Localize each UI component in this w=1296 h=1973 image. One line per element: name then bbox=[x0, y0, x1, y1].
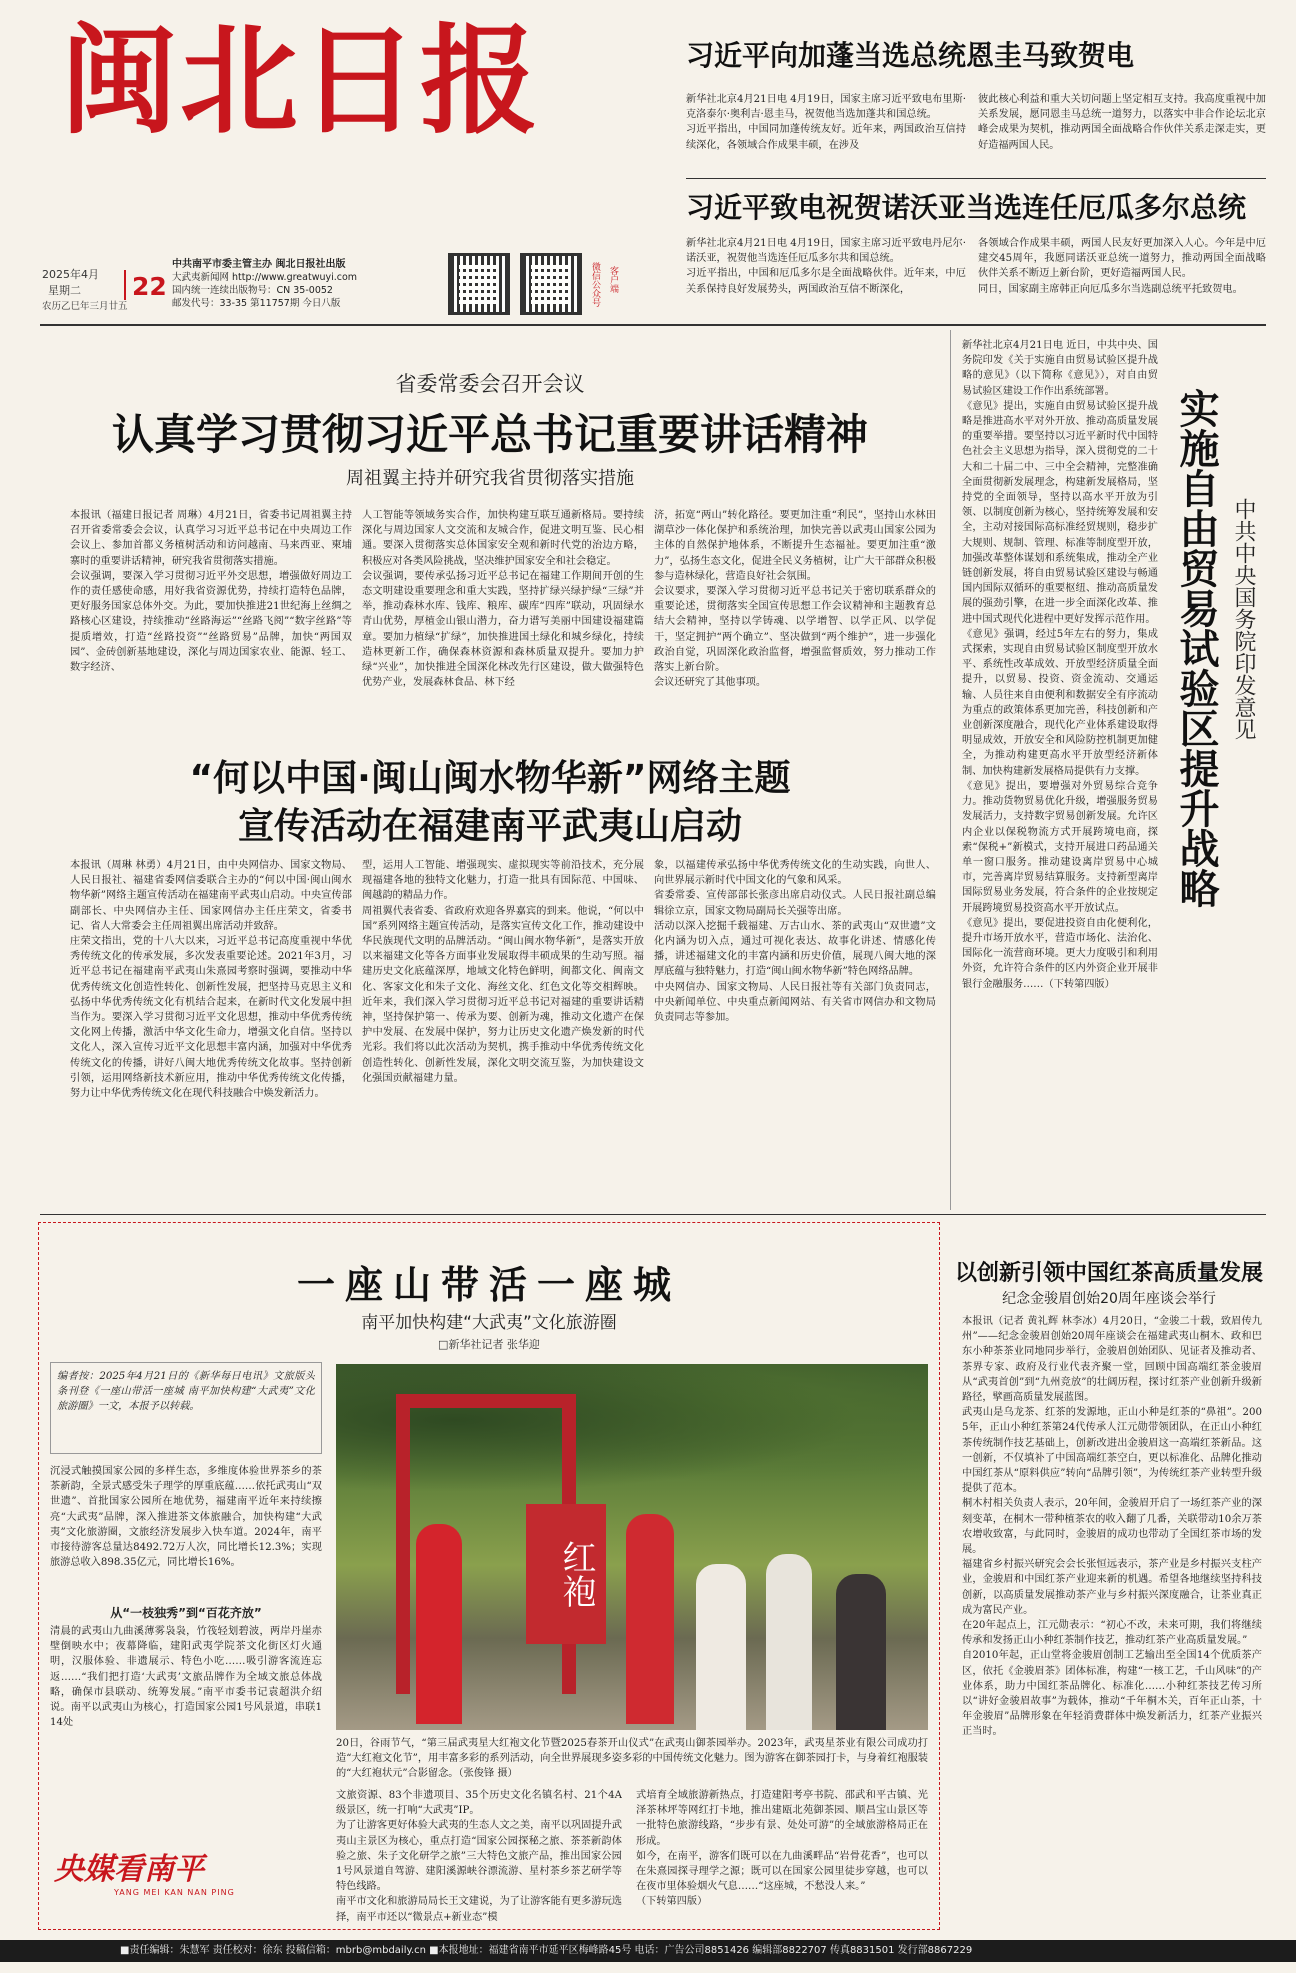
date-divider bbox=[124, 270, 126, 300]
website-line: 大武夷新闻网 http://www.greatwuyi.com bbox=[172, 272, 358, 283]
footer-bar: ■责任编辑：朱慧军 责任校对：徐东 投稿信箱：mbrb@mbdaily.cn ■本报地址：福建省南平市延平区梅峰路45号 电话：广告公司8851426 编辑部8822707 传真8831501 发行部8867229 bbox=[0, 1940, 1296, 1962]
side-title: 实施自由贸易试验区提升战略 bbox=[1173, 388, 1219, 908]
culture-story bbox=[40, 1224, 938, 1928]
side-kicker: 中共中央国务院印发意见 bbox=[1231, 498, 1256, 740]
lower-right-title: 以创新引领中国红茶高质量发展 bbox=[954, 1261, 1263, 1286]
qr-label-wechat: 微信公众号 bbox=[590, 262, 600, 307]
brand-logo bbox=[54, 1844, 294, 1904]
photo-person-1 bbox=[416, 1524, 462, 1724]
post-line: 邮发代号：33-35 第11757期 今日八版 bbox=[172, 298, 341, 309]
culture-col2: 文旅资源、83个非遗项目、35个历史文化名镇名村、21个4A级景区，统一打响“大武夷”IP。 为了让游客更好体验大武夷的生态人文之美，南平以巩固提升武夷山主景区为核心，重点打造“国家公园探秘之旅、茶茶新韵体验之旅、朱子文化研学之旅”三大特色文旅产品，推出国家公园1号风景道自驾游、建阳溪源峡谷漂流游、星村茶乡茶艺研学等特色线路。 南平市文化和旅游局局长王文建说，为了让游客能有更多游玩选择，南平市还以“微景点+新业态”模 bbox=[336, 1790, 622, 1923]
feature-story bbox=[40, 740, 940, 1210]
top-news-1-col1: 新华社北京4月21日电 4月19日，国家主席习近平致电布里斯·克洛泰尔·奥利吉·恩圭马，祝贺他当选加蓬共和国总统。 习近平指出，中国同加蓬传统友好。近年来，两国政治互信持续深化，各领域合作成果丰硕，在涉及 bbox=[686, 94, 966, 151]
top-news-2-col2: 各领域合作成果丰硕，两国人民友好更加深入人心。今年是中厄建交45周年，我愿同诺沃亚总统一道努力，推动两国全面战略伙伴关系不断迈上新台阶，更好造福两国人民。 同日，国家副主席韩正向厄瓜多尔当选副总统平托致贺电。 bbox=[978, 238, 1266, 295]
photo-caption: 20日，谷雨节气，“第三届武夷星大红袍文化节暨2025春茶开山仪式”在武夷山御茶园举办。2023年，武夷星茶业有限公司成功打造“大红袍文化节”，用丰富多彩的系列活动，向全世界展现多姿多彩的中国传统文化魅力。图为游客在御茶园打卡，与身着红袍服装的“大红袍状元”合影留念。（张俊锋 摄） bbox=[336, 1738, 928, 1780]
side-body-top: 新华社北京4月21日电 近日，中共中央、国务院印发《关于实施自由贸易试验区提升战略的意见》（以下简称《意见》），对自由贸易试验区建设工作作出系统部署。 《意见》提出，实施自由贸易试验区提升战略是推进高水平对外开放、推动高质量发展的重要举措。要坚持以习近平新时代中国特色社会主义思想为指导，深入贯彻党的二十大和二十届二中、三中全会精神，完整准确全面贯彻新发展理念，构建新发展格局，坚持党的全面领导，坚持以高水平开放为引领、以制度创新为核心，坚持统筹发展和安全，主动对接国际高标准经贸规则，稳步扩大规则、规制、管理、标准等制度型开放，加强改革整体谋划和系统集成，推动全产业链创新发展，将自由贸易试验区建设与畅通国内国际双循环的重要枢纽、推动高质量发展的强劲引擎，在进一步全面深化改革、推进中国式现代化进程中更好发挥示范作用。 《意见》强调，经过5年左右的努力，集成式探索，实现自由贸易试验区制度型开放水平、系统性改革成效、开放型经济质量全面提升，以贸易、投资、资金流动、交通运输、人员往来自由便利和数据安全有序流动为重点的政策体系更加完善，科技创新和产业创新深度融合，现代化产业体系建设取得明显成效，开放安全和风险防控机制更加健全，为推动构建更高水平开放型经济新体制、加快构建新发展格局提供有力支撑。 《意见》提出，要增强对外贸易综合竞争力。推动货物贸易优化升级，增强服务贸易发展活力，支持数字贸易创新发展。允许区内企业以保税物流方式开展跨境电商，探索“保税+”新模式，支持开展进口药品通关单一窗口服务。推动建设离岸贸易中心城市，完善离岸贸易结算服务。支持新型离岸国际贸易业务发展，符合条件的企业按规定开展跨境贸易投资高水平开放试点。 《意见》提出，要促进投资自由化便利化，提升市场开放水平，营造市场化、法治化、国际化一流营商环境。更大力度吸引和利用外资，允许符合条件的区内外资企业开展非银行金融服务……（下转第四版） bbox=[962, 340, 1158, 990]
qr-label-app: 客户端 bbox=[608, 266, 618, 293]
lead-title: 认真学习贯彻习近平总书记重要讲话精神 bbox=[111, 410, 868, 459]
brand-logo-sub: YANG MEI KAN NAN PING bbox=[114, 1888, 235, 1897]
feature-title-line1: “何以中国·闽山闽水物华新”网络主题 bbox=[189, 758, 791, 799]
editor-note-text: 编者按：2025年4月21日的《新华每日电讯》文旅版头条刊登《一座山带活一座城 南平加快构建“大武夷”文化旅游圈》一文，本报予以转载。 bbox=[57, 1371, 315, 1413]
lower-right-subtitle: 纪念金骏眉创始20周年座谈会举行 bbox=[1002, 1291, 1216, 1307]
culture-col1: 沉浸式触摸国家公园的多样生态，多维度体验世界茶乡的茶茶新韵，全景式感受朱子理学的厚重底蕴……依托武夷山“双世遗”、首批国家公园所在地优势，福建南平近年来持续擦亮“大武夷”品牌，深入推进茶文体旅融合，加快构建“大武夷”文化旅游圈，文旅经济发展步入快车道。2024年，南平市接待游客总量达8492.72万人次，同比增长12.3%；实现旅游总收入898.35亿元，同比增长16%。 bbox=[50, 1466, 322, 1569]
culture-col1b: 清晨的武夷山九曲溪薄雾袅袅，竹筏轻划碧波，两岸丹崖赤壁倒映水中；夜幕降临，建阳武夷学院茶文化街区灯火通明，汉服体验、非遗展示、特色小吃……吸引游客流连忘返……“我们把打造‘大武夷’文旅品牌作为全域文旅总体战略，确保市县联动、统筹发展。”南平市委书记袁超洪介绍说。南平以武夷山为核心，打造国家公园1号风景道，串联114处 bbox=[50, 1626, 322, 1729]
culture-col1-heading: 从“一枝独秀”到“百花齐放” bbox=[110, 1606, 262, 1620]
feature-col3: 象，以福建传承弘扬中华优秀传统文化的生动实践，向世人、向世界展示新时代中国文化的气象和风采。 省委常委、宣传部部长张彦出席启动仪式。人民日报社副总编辑徐立京，国家文物局副局长关强等出席。 活动以深入挖掘千载福建、万古山水、茶的武夷山“双世遗”文化内涵为切入点，通过可视化表达、故事化讲述、情感化传播，讲述福建文化的丰富内涵和历史价值，展现八闽大地的深厚底蕴与独特魅力，打造“闽山闽水物华新”特色网络品牌。 中央网信办、国家文物局、人民日报社等有关部门负责同志，中央新闻单位、中央重点新闻网站、有关省市网信办和文物局负责同志等参加。 bbox=[654, 860, 936, 1024]
feature-col2: 型，运用人工智能、增强现实、虚拟现实等前沿技术，充分展现福建各地的独特文化魅力，打造一批具有国际范、中国味、闽越韵的精品力作。 周祖翼代表省委、省政府欢迎各界嘉宾的到来。他说，“何以中国”系列网络主题宣传活动，是落实宣传文化工作，推动建设中华民族现代文明的品牌活动。“闽山闽水物华新”，是落实开放以来福建文化等各方面事业发展取得丰硕成果的生动写照。福建历史文化底蕴深厚，地域文化特色鲜明，闽都文化、闽南文化、客家文化和朱子文化、海丝文化、红色文化等交相辉映。近年来，我们深入学习贯彻习近平总书记对福建的重要讲话精神，坚持保护第一、传承为要、创新为魂，推动文化遗产在保护中发展、在发展中保护，努力让历史文化遗产焕发新的时代光彩。我们将以此次活动为契机，携手推动中华优秀传统文化创造性转化、创新性发展，深化文明交流互鉴，为加快建设文化强国贡献福建力量。 bbox=[362, 860, 644, 1084]
culture-title: 一座山带活一座城 bbox=[296, 1263, 681, 1307]
top-news-2-col1: 新华社北京4月21日电 4月19日，国家主席习近平致电丹尼尔·诺沃亚，祝贺他当选连任厄瓜多尔共和国总统。 习近平指出，中国和厄瓜多尔是全面战略伙伴。近年来，中厄关系保持良好发展势头，两国政治互信不断深化， bbox=[686, 238, 966, 295]
publisher-line: 中共南平市委主管主办 闽北日报社出版 bbox=[172, 259, 346, 270]
date-weekday: 星期二 bbox=[48, 284, 81, 297]
qr-code-wechat bbox=[448, 253, 510, 315]
lunar-date: 农历乙巳年三月廿五 bbox=[42, 301, 128, 312]
top-news-1 bbox=[686, 14, 1266, 174]
publisher-info bbox=[172, 258, 472, 322]
culture-photo bbox=[336, 1364, 928, 1730]
photo-person-5 bbox=[836, 1574, 886, 1730]
culture-byline: □新华社记者 张华迎 bbox=[438, 1338, 540, 1351]
qr-code-app bbox=[520, 253, 582, 315]
rule-lower bbox=[40, 1214, 1266, 1215]
feature-col1: 本报讯（周琳 林勇）4月21日，由中央网信办、国家文物局、人民日报社、福建省委网信委联合主办的“何以中国·闽山闽水物华新”网络主题宣传活动在福建南平武夷山启动。中央宣传部副部长、中央网信办主任、国家网信办主任庄荣文，省委书记、省人大常委会主任周祖翼出席活动并致辞。 庄荣文指出，党的十八大以来，习近平总书记高度重视中华优秀传统文化的传承发展，多次发表重要论述。2021年3月，习近平总书记在福建南平武夷山朱熹园考察时强调，要推动中华优秀传统文化创造性转化、创新性发展，把坚持马克思主义和弘扬中华优秀传统文化有机结合起来，在新时代文化发展中担当作为。要深入学习贯彻习近平文化思想，推动中华优秀传统文化网上传播，激活中华文化生命力，增强文化自信。坚持以文化人，深入宣传习近平文化思想丰富内涵，加强对中华优秀传统文化的传播，讲好八闽大地优秀传统文化故事。坚持创新引领，运用网络新技术新应用，推动中华优秀传统文化传播，努力让中华优秀传统文化在现代科技融合中焕发新活力。 bbox=[70, 860, 352, 1100]
culture-col3: 式培育全域旅游新热点，打造建阳考亭书院、邵武和平古镇、光泽茶林坪等网红打卡地，推出建瓯北苑御茶园、顺昌宝山景区等一批特色旅游线路，“步步有景、处处可游”的全域旅游格局正在形成。 如今，在南平，游客们既可以在九曲溪畔品“岩骨花香”，也可以在朱熹园探寻理学之源；既可以在国家公园里徒步穿越，也可以在夜市里体验烟火气息……“这座城，不愁没人来。” （下转第四版） bbox=[636, 1790, 928, 1908]
photo-person-2 bbox=[626, 1514, 674, 1724]
lead-subtitle: 周祖翼主持并研究我省贯彻落实措施 bbox=[346, 468, 634, 489]
lower-right-story bbox=[952, 1222, 1266, 1930]
photo-person-3 bbox=[696, 1564, 746, 1730]
cn-line: 国内统一连续出版物号：CN 35-0052 bbox=[172, 285, 333, 296]
lead-kicker: 省委常委会召开会议 bbox=[395, 372, 585, 396]
masthead-title: 闽北日报 bbox=[60, 11, 541, 150]
culture-subtitle: 南平加快构建“大武夷”文化旅游圈 bbox=[361, 1313, 617, 1333]
brand-logo-text: 央媒看南平 bbox=[54, 1852, 204, 1887]
photo-person-4 bbox=[766, 1554, 812, 1730]
rule-side bbox=[950, 330, 951, 1210]
feature-title-line2: 宣传活动在福建南平武夷山启动 bbox=[237, 806, 742, 847]
lower-right-body: 本报讯（记者 黄礼辉 林李冰）4月20日，“金骏二十载，致眉传九州”——纪念金骏眉创始20周年座谈会在福建武夷山桐木、政和巴东小种茶茶业同地同步举行，金骏眉创始团队、见证者及推动者、茶界专家、政府及行业代表齐聚一堂，回顾中国高端红茶金骏眉从“武夷首创”到“九州竞放”的壮阔历程，探讨红茶产业创新升级新路径，擘画高质量发展蓝图。 武夷山是乌龙茶、红茶的发源地，正山小种是红茶的“鼻祖”。2005年，正山小种红茶第24代传承人江元勋带领团队，在正山小种红茶传统制作技艺基础上，创新改进出金骏眉这一高端红茶新品。这一创新，不仅填补了中国高端红茶空白，更以标准化、品牌化推动中国红茶从“原料供应”转向“品牌引领”，为传统红茶产业转型升级提供了范本。 桐木村相关负责人表示，20年间，金骏眉开启了一场红茶产业的深刻变革，在桐木一带种植茶农的收入翻了几番，关联带动10余万茶农增收致富，与此同时，金骏眉的成功也带动了全国红茶市场的发展。 福建省乡村振兴研究会会长张恒远表示，茶产业是乡村振兴支柱产业，金骏眉和中国红茶产业迎来新的机遇。希望各地继续坚持科技创新，以高质量发展推动茶产业与乡村振兴深度融合，让茶业真正成为富民产业。 在20年起点上，江元勋表示：“初心不改，未来可期，我们将继续传承和发扬正山小种红茶制作技艺，推动红茶产业高质量发展。” 自2010年起，正山堂将金骏眉创制工艺输出至全国14个优质茶产区，依托《金骏眉茶》团体标准，构建“一核工艺，千山风味”的产业体系，助力中国红茶品牌化、标准化……小种红茶技艺传习所以“讲好金骏眉故事”为载体，推动“千年桐木关，百年正山茶，十年金骏眉”品牌形象在年轻消费群体中焕发新活力，红茶产业振兴正当时。 bbox=[962, 1316, 1262, 1738]
editor-note bbox=[50, 1362, 322, 1454]
rule-masthead bbox=[40, 324, 1266, 326]
lead-story bbox=[40, 330, 940, 730]
side-story bbox=[962, 338, 1266, 1208]
rule-top-news bbox=[686, 178, 1266, 179]
lead-col1: 本报讯（福建日报记者 周琳）4月21日，省委书记周祖翼主持召开省委常委会会议，认真学习习近平总书记在中央周边工作会议上、参加首都义务植树活动和访问越南、马来西亚、柬埔寨时的重要讲话精神，研究我省贯彻落实措施。 会议强调，要深入学习贯彻习近平外交思想，增强做好周边工作的责任感使命感，用好我省资源优势，持续打造特色品牌，更好服务国家总体外交。为此，要加快推进21世纪海上丝绸之路核心区建设，持续推动“丝路海运”“丝路飞阅”“数字丝路”等提质增效，打造“丝路投资”“丝路贸易”品牌，加快“两国双园”、金砖创新基地建设，深化与周边国家农业、能源、轻工、数字经济、 bbox=[70, 510, 352, 674]
date-day: 22 bbox=[132, 272, 167, 301]
lead-col3: 济，拓宽“两山”转化路径。要更加注重“利民”，坚持山水林田湖草沙一体化保护和系统治理，加快完善以武夷山国家公园为主体的自然保护地体系，不断提升生态福祉。要更加注重“激力”，弘扬生态文化，促进全民义务植树，让广大干部群众积极参与造林绿化，营造良好社会氛围。 会议要求，要深入学习贯彻习近平总书记关于密切联系群众的重要论述，贯彻落实全国宣传思想工作会议精神和主题教育总结大会精神，坚持以学铸魂、以学增智、以学正风、以学促干，坚定拥护“两个确立”、坚决做到“两个维护”，进一步强化政治自觉，巩固深化政治监督，增强监督质效，努力推动工作落实上新台阶。 会议还研究了其他事项。 bbox=[654, 510, 936, 689]
top-news-1-title: 习近平向加蓬当选总统恩圭马致贺电 bbox=[686, 39, 1135, 72]
top-news-1-col2: 彼此核心利益和重大关切问题上坚定相互支持。我高度重视中加关系发展，愿同恩圭马总统一道努力，以落实中非合作论坛北京峰会成果为契机，推动两国全面战略合作伙伴关系走深走实，更好造福两国人民。 bbox=[978, 94, 1266, 151]
photo-sign: 红袍 bbox=[526, 1504, 606, 1644]
top-news-2-title: 习近平致电祝贺诺沃亚当选连任厄瓜多尔总统 bbox=[686, 191, 1247, 224]
top-news-2 bbox=[686, 180, 1266, 320]
date-month: 2025年4月 bbox=[42, 268, 99, 281]
lead-col2: 人工智能等领域务实合作，加快构建互联互通新格局。要持续深化与周边国家人文交流和友城合作，促进文明互鉴、民心相通。要深入贯彻落实总体国家安全观和新时代党的治边方略，积极应对各类风险挑战，坚决维护国家安全和社会稳定。 会议强调，要传承弘扬习近平总书记在福建工作期间开创的生态文明建设重要理念和重大实践，坚持扩绿兴绿护绿“三绿”并举，推动森林水库、钱库、粮库、碳库“四库”联动，巩固绿水青山优势，厚植金山银山潜力，奋力谱写美丽中国建设福建篇章。要加力植绿“扩绿”，加快推进国土绿化和城乡绿化，持续造林更新工作，确保森林资源和森林质量双提升。要加力护绿“兴业”，加快推进全国深化林改先行区建设，做大做强特色优势产业，发展森林食品、林下经 bbox=[362, 510, 644, 689]
